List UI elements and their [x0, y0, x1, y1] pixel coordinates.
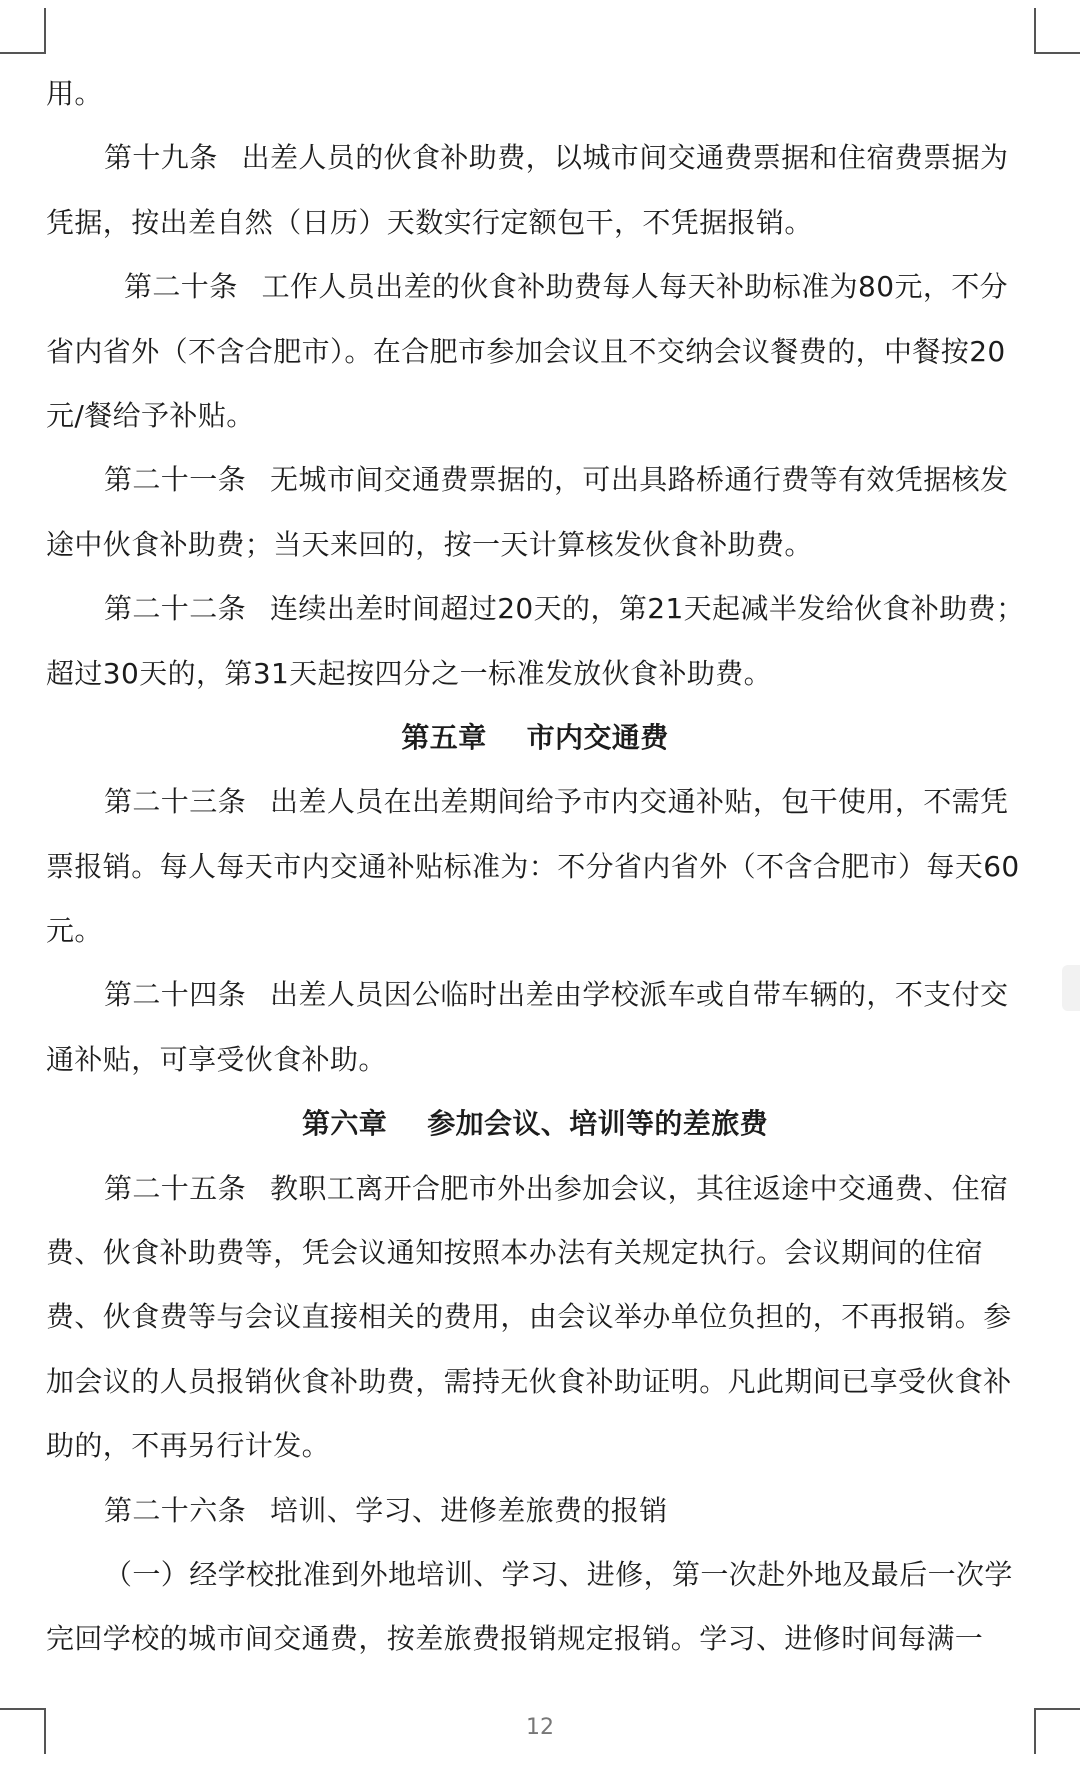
- text-line: 凭据，按出差自然（日历）天数实行定额包干，不凭据报销。: [46, 205, 813, 239]
- text-line: 途中伙食补助费；当天来回的，按一天计算核发伙食补助费。: [46, 527, 813, 561]
- crop-mark-top-left: [0, 8, 46, 54]
- article-24-text: 出差人员因公临时出差由学校派车或自带车辆的，不支付交: [270, 978, 1009, 1012]
- crop-mark-top-right: [1034, 8, 1080, 54]
- chapter-5-number: 第五章: [401, 720, 487, 754]
- article-24-heading: 第二十四条: [104, 978, 247, 1012]
- article-25-line: [46, 1157, 1024, 1221]
- text-line: 加会议的人员报销伙食补助费，需持无伙食补助证明。凡此期间已享受伙食补: [46, 1364, 1012, 1398]
- text-line: 元。: [46, 914, 103, 948]
- text-line: 助的，不再另行计发。: [46, 1429, 331, 1463]
- chapter-6-number: 第六章: [301, 1107, 388, 1141]
- document-body: [46, 62, 1024, 1672]
- text-line: 费、伙食费等与会议直接相关的费用，由会议举办单位负担的，不再报销。参: [46, 1300, 1012, 1334]
- article-21-heading: 第二十一条: [104, 463, 247, 497]
- text-line: 省内省外（不含合肥市）。在合肥市参加会议且不交纳会议餐费的，中餐按20: [46, 334, 1006, 368]
- article-21-text: 无城市间交通费票据的，可出具路桥通行费等有效凭据核发: [270, 463, 1009, 497]
- article-26-line: [46, 1479, 1024, 1543]
- article-23-heading: 第二十三条: [104, 785, 247, 819]
- text-line: 超过30天的，第31天起按四分之一标准发放伙食补助费。: [46, 656, 773, 690]
- article-25-heading: 第二十五条: [104, 1171, 247, 1205]
- chapter-6-heading: [46, 1092, 1024, 1156]
- text-line: 通补贴，可享受伙食补助。: [46, 1042, 387, 1076]
- text-line: 用。: [46, 77, 103, 110]
- side-scroll-tab[interactable]: [1062, 965, 1080, 1011]
- article-26-text: 培训、学习、进修差旅费的报销: [270, 1493, 668, 1527]
- article-24-line: [46, 963, 1024, 1027]
- text-line: 票报销。每人每天市内交通补贴标准为：不分省内省外（不含合肥市）每天60: [46, 849, 1020, 883]
- chapter-5-heading: [46, 706, 1024, 770]
- article-19-text: 出差人员的伙食补助费，以城市间交通费票据和住宿费票据为: [241, 141, 1009, 175]
- article-22-line: [46, 577, 1024, 641]
- article-19-line: [46, 126, 1024, 190]
- chapter-6-title: 参加会议、培训等的差旅费: [427, 1107, 768, 1141]
- text-line: 完回学校的城市间交通费，按差旅费报销规定报销。学习、进修时间每满一: [46, 1622, 984, 1656]
- article-23-text: 出差人员在出差期间给予市内交通补贴，包干使用，不需凭: [270, 785, 1009, 819]
- list-item-1-line: （一）经学校批准到外地培训、学习、进修，第一次赴外地及最后一次学: [104, 1557, 1013, 1591]
- article-20-heading: 第二十条: [124, 270, 238, 304]
- text-line: 费、伙食补助费等，凭会议通知按照本办法有关规定执行。会议期间的住宿: [46, 1236, 984, 1270]
- article-21-line: [46, 448, 1024, 512]
- article-22-heading: 第二十二条: [104, 592, 247, 626]
- article-22-text: 连续出差时间超过20天的，第21天起减半发给伙食补助费；: [270, 592, 1024, 626]
- article-20-line: [46, 255, 1024, 319]
- text-line: 元/餐给予补贴。: [46, 398, 255, 432]
- chapter-5-title: 市内交通费: [526, 720, 669, 754]
- article-25-text: 教职工离开合肥市外出参加会议，其往返途中交通费、住宿: [270, 1171, 1009, 1205]
- article-26-heading: 第二十六条: [104, 1493, 247, 1527]
- page-number: 12: [526, 1715, 554, 1740]
- article-20-text: 工作人员出差的伙食补助费每人每天补助标准为80元，不分: [261, 270, 1009, 304]
- article-23-line: [46, 770, 1024, 834]
- article-19-heading: 第十九条: [104, 141, 218, 175]
